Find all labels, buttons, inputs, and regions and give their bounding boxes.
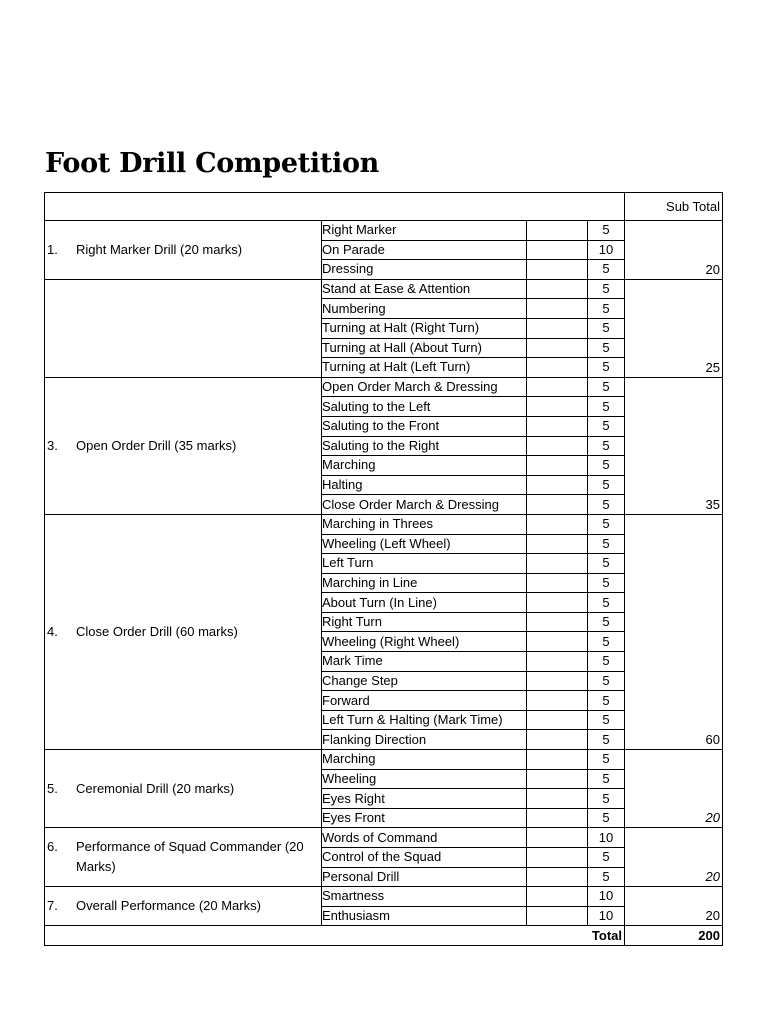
- section-title: Ceremonial Drill (20 marks): [76, 780, 235, 796]
- blank-cell: [527, 475, 588, 495]
- item-marks: 10: [588, 887, 625, 907]
- section-cell: [45, 514, 322, 749]
- blank-cell: [527, 887, 588, 907]
- item-name: Saluting to the Left: [322, 397, 527, 417]
- blank-cell: [527, 573, 588, 593]
- item-marks: 5: [588, 416, 625, 436]
- item-marks: 5: [588, 554, 625, 574]
- blank-cell: [527, 495, 588, 515]
- section-cell: [45, 750, 322, 828]
- item-name: Wheeling: [322, 769, 527, 789]
- blank-cell: [527, 534, 588, 554]
- item-name: Left Turn & Halting (Mark Time): [322, 710, 527, 730]
- blank-cell: [527, 671, 588, 691]
- blank-cell: [527, 397, 588, 417]
- item-name: Mark Time: [322, 652, 527, 672]
- item-marks: 5: [588, 436, 625, 456]
- item-name: Saluting to the Front: [322, 416, 527, 436]
- blank-cell: [527, 279, 588, 299]
- item-marks: 5: [588, 299, 625, 319]
- item-marks: 10: [588, 906, 625, 926]
- blank-cell: [527, 554, 588, 574]
- item-marks: 5: [588, 260, 625, 280]
- item-name: Close Order March & Dressing: [322, 495, 527, 515]
- section-subtotal: 20: [625, 221, 723, 280]
- item-name: Smartness: [322, 887, 527, 907]
- section-cell: [45, 377, 322, 514]
- section-number: 1.: [47, 241, 58, 257]
- blank-cell: [527, 906, 588, 926]
- blank-cell: [527, 358, 588, 378]
- item-marks: 5: [588, 397, 625, 417]
- blank-cell: [527, 808, 588, 828]
- item-name: Eyes Front: [322, 808, 527, 828]
- item-marks: 5: [588, 358, 625, 378]
- blank-cell: [527, 318, 588, 338]
- blank-cell: [527, 848, 588, 868]
- blank-cell: [527, 260, 588, 280]
- section-subtotal: 20: [625, 750, 723, 828]
- item-name: Marching: [322, 456, 527, 476]
- item-name: Halting: [322, 475, 527, 495]
- item-name: Right Marker: [322, 221, 527, 241]
- blank-cell: [527, 828, 588, 848]
- section-subtotal: 25: [625, 279, 723, 377]
- item-marks: 10: [588, 240, 625, 260]
- item-name: Marching in Line: [322, 573, 527, 593]
- item-name: Stand at Ease & Attention: [322, 279, 527, 299]
- item-name: Wheeling (Left Wheel): [322, 534, 527, 554]
- item-marks: 5: [588, 652, 625, 672]
- blank-cell: [527, 750, 588, 770]
- section-cell: [45, 279, 322, 377]
- sub-total-header: Sub Total: [625, 193, 723, 221]
- item-marks: 5: [588, 632, 625, 652]
- item-marks: 5: [588, 691, 625, 711]
- blank-cell: [527, 769, 588, 789]
- section-number: 7.: [47, 898, 58, 914]
- item-marks: 5: [588, 279, 625, 299]
- item-name: Forward: [322, 691, 527, 711]
- blank-cell: [527, 416, 588, 436]
- item-marks: 5: [588, 318, 625, 338]
- item-name: Marching in Threes: [322, 514, 527, 534]
- section-title: Right Marker Drill (20 marks): [76, 241, 243, 257]
- item-name: Control of the Squad: [322, 848, 527, 868]
- section-number: 5.: [47, 780, 58, 796]
- section-title: Overall Performance (20 Marks): [76, 898, 261, 914]
- blank-cell: [527, 221, 588, 241]
- scoring-table: [44, 192, 723, 946]
- total-value: 200: [625, 926, 723, 946]
- item-marks: 5: [588, 750, 625, 770]
- item-marks: 5: [588, 789, 625, 809]
- section-heading: [47, 622, 319, 642]
- item-marks: 5: [588, 730, 625, 750]
- blank-cell: [527, 299, 588, 319]
- item-name: Left Turn: [322, 554, 527, 574]
- item-name: On Parade: [322, 240, 527, 260]
- section-title: Performance of Squad Commander (20 Marks): [76, 839, 304, 875]
- item-name: Turning at Halt (Left Turn): [322, 358, 527, 378]
- blank-cell: [527, 691, 588, 711]
- blank-cell: [527, 867, 588, 887]
- item-marks: 10: [588, 828, 625, 848]
- section-cell: [45, 221, 322, 280]
- item-marks: 5: [588, 377, 625, 397]
- item-marks: 5: [588, 456, 625, 476]
- section-number: 6.: [47, 839, 58, 855]
- section-heading: [47, 896, 319, 916]
- header-blank-cell: [45, 193, 625, 221]
- table-row: [45, 279, 723, 299]
- item-name: Personal Drill: [322, 867, 527, 887]
- section-cell: [45, 828, 322, 887]
- item-marks: 5: [588, 534, 625, 554]
- item-name: Numbering: [322, 299, 527, 319]
- item-marks: 5: [588, 867, 625, 887]
- item-name: Eyes Right: [322, 789, 527, 809]
- blank-cell: [527, 789, 588, 809]
- item-name: Enthusiasm: [322, 906, 527, 926]
- table-row: [45, 828, 723, 848]
- blank-cell: [527, 652, 588, 672]
- blank-cell: [527, 514, 588, 534]
- section-number: 4.: [47, 623, 58, 639]
- item-marks: 5: [588, 710, 625, 730]
- item-marks: 5: [588, 808, 625, 828]
- section-subtotal: 20: [625, 828, 723, 887]
- item-name: Marching: [322, 750, 527, 770]
- section-heading: [47, 240, 319, 260]
- section-heading: [47, 779, 319, 799]
- section-subtotal: 20: [625, 887, 723, 926]
- section-cell: [45, 887, 322, 926]
- item-name: Right Turn: [322, 612, 527, 632]
- table-row: [45, 221, 723, 241]
- blank-cell: [527, 632, 588, 652]
- blank-cell: [527, 338, 588, 358]
- table-row: [45, 887, 723, 907]
- blank-cell: [527, 436, 588, 456]
- item-marks: 5: [588, 221, 625, 241]
- item-marks: 5: [588, 475, 625, 495]
- item-marks: 5: [588, 671, 625, 691]
- blank-cell: [527, 456, 588, 476]
- section-subtotal: 60: [625, 514, 723, 749]
- item-marks: 5: [588, 769, 625, 789]
- item-marks: 5: [588, 612, 625, 632]
- total-label: Total: [45, 926, 625, 946]
- total-row: [45, 926, 723, 946]
- section-title: Open Order Drill (35 marks): [76, 437, 237, 453]
- blank-cell: [527, 612, 588, 632]
- section-title: Close Order Drill (60 marks): [76, 623, 238, 639]
- blank-cell: [527, 593, 588, 613]
- item-marks: 5: [588, 338, 625, 358]
- item-name: Turning at Halt (Right Turn): [322, 318, 527, 338]
- section-number: 3.: [47, 437, 58, 453]
- item-name: Dressing: [322, 260, 527, 280]
- blank-cell: [527, 710, 588, 730]
- item-marks: 5: [588, 573, 625, 593]
- scoring-table-body: [45, 193, 723, 946]
- item-name: About Turn (In Line): [322, 593, 527, 613]
- blank-cell: [527, 377, 588, 397]
- page-title: Foot Drill Competition: [45, 148, 380, 179]
- item-name: Saluting to the Right: [322, 436, 527, 456]
- section-heading: [47, 837, 319, 877]
- section-subtotal: 35: [625, 377, 723, 514]
- item-name: Words of Command: [322, 828, 527, 848]
- item-marks: 5: [588, 495, 625, 515]
- table-header-row: [45, 193, 723, 221]
- item-name: Wheeling (Right Wheel): [322, 632, 527, 652]
- item-marks: 5: [588, 593, 625, 613]
- table-row: [45, 377, 723, 397]
- item-marks: 5: [588, 848, 625, 868]
- item-name: Turning at Hall (About Turn): [322, 338, 527, 358]
- table-row: [45, 750, 723, 770]
- item-name: Open Order March & Dressing: [322, 377, 527, 397]
- blank-cell: [527, 240, 588, 260]
- section-heading: [47, 436, 319, 456]
- table-row: [45, 514, 723, 534]
- item-name: Flanking Direction: [322, 730, 527, 750]
- item-marks: 5: [588, 514, 625, 534]
- item-name: Change Step: [322, 671, 527, 691]
- blank-cell: [527, 730, 588, 750]
